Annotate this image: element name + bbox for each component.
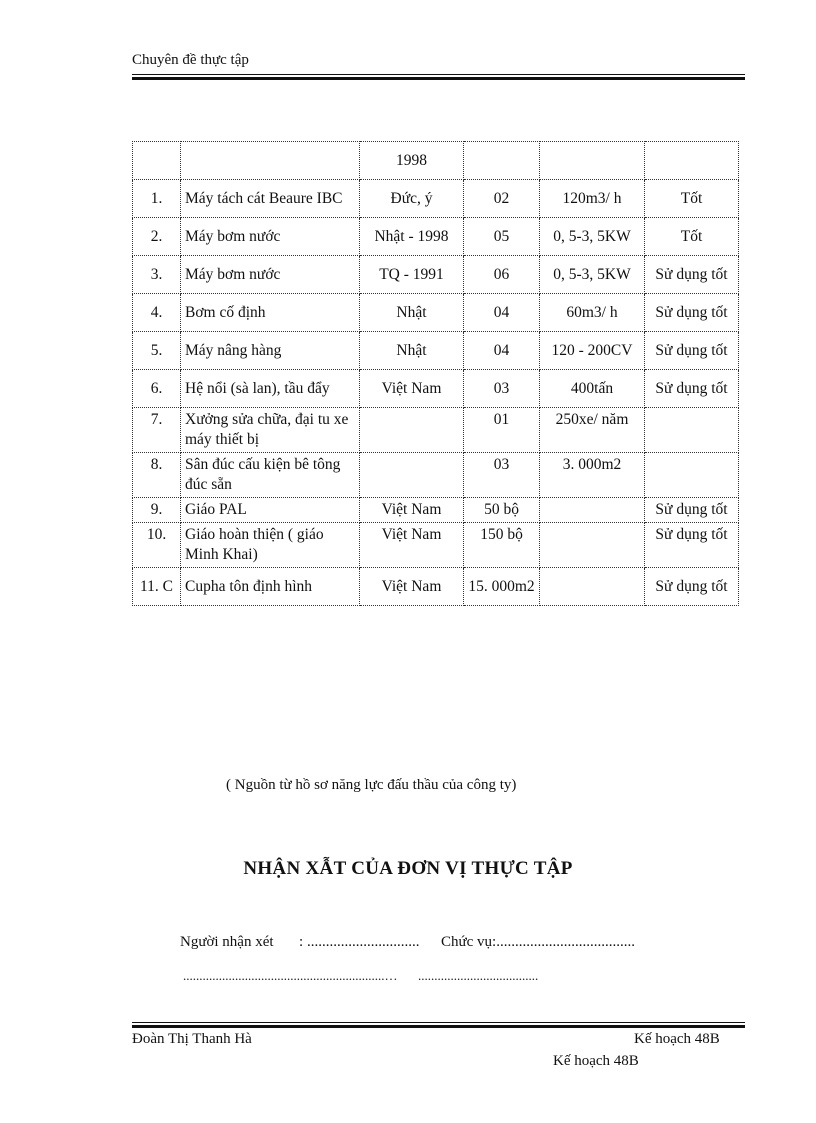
cell-name: Máy tách cát Beaure IBC [181, 180, 360, 218]
cell-qty: 50 bộ [464, 498, 540, 523]
footer-author: Đoàn Thị Thanh Hà [132, 1031, 252, 1047]
cell-capacity [540, 498, 645, 523]
cell-no: 1. [133, 180, 181, 218]
cell-no: 4. [133, 294, 181, 332]
cell-status [645, 142, 739, 180]
cell-origin: Nhật - 1998 [360, 218, 464, 256]
cell-origin: TQ - 1991 [360, 256, 464, 294]
cell-status: Tốt [645, 180, 739, 218]
reviewer-label: Người nhận xét [180, 934, 274, 950]
table-row [133, 370, 739, 408]
cell-no: 9. [133, 498, 181, 523]
table-row [133, 498, 739, 523]
cell-qty: 01 [464, 408, 540, 453]
cell-no: 11. C [133, 568, 181, 606]
header-rule [132, 74, 745, 80]
cell-qty: 02 [464, 180, 540, 218]
cell-name: Xưởng sửa chữa, đại tu xe máy thiết bị [181, 408, 360, 453]
position-dots: ..................................... [496, 934, 635, 950]
cell-capacity [540, 523, 645, 568]
cell-capacity: 120m3/ h [540, 180, 645, 218]
cell-no: 3. [133, 256, 181, 294]
cell-capacity: 250xe/ năm [540, 408, 645, 453]
table-row [133, 332, 739, 370]
cell-qty: 03 [464, 453, 540, 498]
cell-name [181, 142, 360, 180]
cell-no: 7. [133, 408, 181, 453]
cell-origin [360, 453, 464, 498]
cell-qty: 04 [464, 294, 540, 332]
cell-name: Bơm cố định [181, 294, 360, 332]
cell-status: Sử dụng tốt [645, 370, 739, 408]
cell-name: Máy nâng hàng [181, 332, 360, 370]
cell-capacity: 3. 000m2 [540, 453, 645, 498]
cell-origin: Nhật [360, 332, 464, 370]
cell-name: Máy bơm nước [181, 218, 360, 256]
cell-capacity: 60m3/ h [540, 294, 645, 332]
table-row [133, 294, 739, 332]
cell-status: Sử dụng tốt [645, 256, 739, 294]
cell-status: Tốt [645, 218, 739, 256]
equipment-table [132, 141, 739, 606]
table-row [133, 453, 739, 498]
cell-name: Máy bơm nước [181, 256, 360, 294]
cell-no: 10. [133, 523, 181, 568]
cell-status [645, 453, 739, 498]
cell-no [133, 142, 181, 180]
second-dotted-line [183, 968, 538, 984]
cell-capacity: 0, 5-3, 5KW [540, 256, 645, 294]
line2-left-dots: ..............................................................… [183, 968, 398, 983]
cell-name: Giáo hoàn thiện ( giáo Minh Khai) [181, 523, 360, 568]
line2-right-dots: ..................................... [418, 968, 539, 983]
cell-origin: Việt Nam [360, 370, 464, 408]
cell-status: Sử dụng tốt [645, 498, 739, 523]
table-row [133, 523, 739, 568]
cell-name: Hệ nổi (sà lan), tầu đẩy [181, 370, 360, 408]
cell-capacity [540, 568, 645, 606]
cell-name: Sân đúc cấu kiện bê tông đúc sẵn [181, 453, 360, 498]
cell-no: 8. [133, 453, 181, 498]
footer-class-repeat: Kế hoạch 48B [553, 1053, 639, 1069]
table-row [133, 568, 739, 606]
cell-name: Cupha tôn định hình [181, 568, 360, 606]
cell-status: Sử dụng tốt [645, 568, 739, 606]
cell-origin [360, 408, 464, 453]
table-row [133, 218, 739, 256]
cell-origin: Đức, ý [360, 180, 464, 218]
cell-capacity: 120 - 200CV [540, 332, 645, 370]
section-title: NHẬN XẪT CỦA ĐƠN VỊ THỰC TẬP [243, 858, 573, 879]
position-label: Chức vụ: [440, 934, 497, 950]
cell-qty: 05 [464, 218, 540, 256]
reviewer-dots: : .............................. [299, 934, 420, 950]
cell-no: 5. [133, 332, 181, 370]
table-row [133, 256, 739, 294]
cell-qty: 15. 000m2 [464, 568, 540, 606]
cell-status: Sử dụng tốt [645, 294, 739, 332]
reviewer-line [180, 934, 635, 951]
cell-origin: Việt Nam [360, 523, 464, 568]
cell-qty: 04 [464, 332, 540, 370]
cell-no: 2. [133, 218, 181, 256]
cell-capacity: 400tấn [540, 370, 645, 408]
cell-origin: Nhật [360, 294, 464, 332]
footer-rule [132, 1022, 745, 1028]
cell-qty [464, 142, 540, 180]
cell-status: Sử dụng tốt [645, 523, 739, 568]
cell-origin: 1998 [360, 142, 464, 180]
cell-no: 6. [133, 370, 181, 408]
table-row [133, 142, 739, 180]
page-header-title: Chuyên đề thực tập [132, 52, 249, 68]
table-row [133, 180, 739, 218]
table-row [133, 408, 739, 453]
cell-qty: 150 bộ [464, 523, 540, 568]
cell-status: Sử dụng tốt [645, 332, 739, 370]
footer-class: Kế hoạch 48B [634, 1031, 720, 1047]
cell-name: Giáo PAL [181, 498, 360, 523]
cell-status [645, 408, 739, 453]
cell-qty: 03 [464, 370, 540, 408]
source-note: ( Nguồn từ hồ sơ năng lực đấu thầu của công ty) [226, 777, 517, 793]
cell-origin: Việt Nam [360, 498, 464, 523]
cell-capacity [540, 142, 645, 180]
cell-qty: 06 [464, 256, 540, 294]
cell-capacity: 0, 5-3, 5KW [540, 218, 645, 256]
cell-origin: Việt Nam [360, 568, 464, 606]
equipment-table-body [133, 142, 739, 606]
